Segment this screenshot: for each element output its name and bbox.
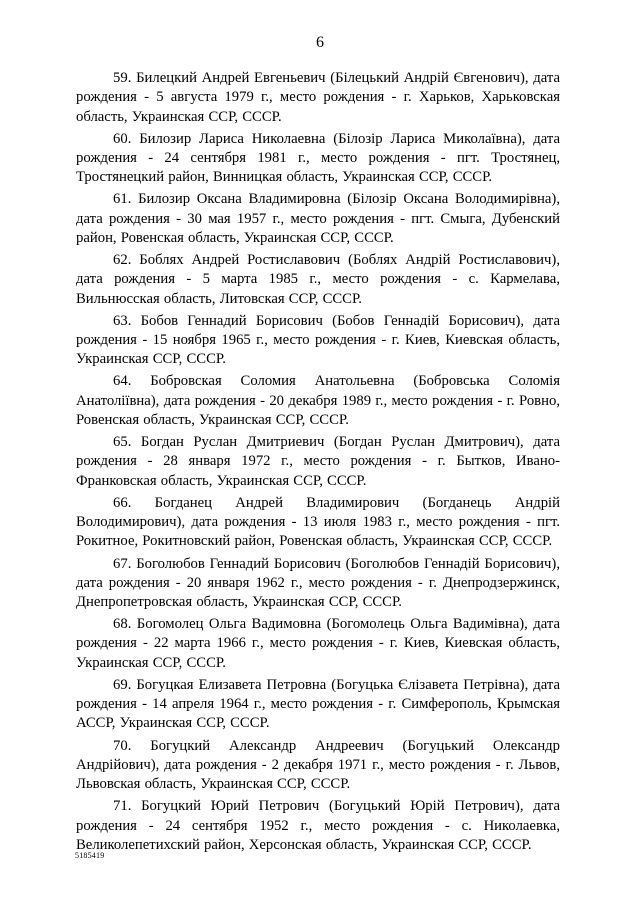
- list-item: 61. Билозир Оксана Владимировна (Білозір Оксана Володимирівна), дата рождения - 30 мая 1957 г., место рождения - пгт. Смыга, Дубенский район, Ровенская область, Украинская ССР, СССР.: [76, 191, 560, 246]
- list-item: 60. Билозир Лариса Николаевна (Білозір Лариса Миколаївна), дата рождения - 24 сентября 1981 г., место рождения - пгт. Тростянец, Тростянецкий район, Винницкая область, Украинская ССР, СССР.: [76, 130, 560, 186]
- list-item: 66. Богданец Андрей Владимирович (Богданець Андрій Володимирович), дата рождения - 13 июля 1983 г., место рождения - пгт. Рокитное, Рокитновский район, Ровенская область, Украинская ССР, СССР.: [76, 494, 560, 550]
- list-item: 65. Богдан Руслан Дмитриевич (Богдан Руслан Дмитрович), дата рождения - 28 января 1972 г., место рождения - г. Бытков, Ивано-Франковская область, Украинская ССР, СССР.: [76, 434, 560, 489]
- entry-list: [76, 69, 560, 858]
- list-item: 69. Богуцкая Елизавета Петровна (Богуцька Єлізавета Петрівна), дата рождения - 14 апреля 1964 г., место рождения - г. Симферополь, Крымская АССР, Украинская ССР, СССР.: [76, 676, 560, 732]
- list-item: 71. Богуцкий Юрий Петрович (Богуцький Юрій Петрович), дата рождения - 24 сентября 1952 г., место рождения - с. Николаевка, Великолепетихский район, Херсонская область, Украинская ССР, СССР.: [76, 798, 560, 853]
- list-item: 63. Бобов Геннадий Борисович (Бобов Геннадій Борисович), дата рождения - 15 ноября 1965 г., место рождения - г. Киев, Киевская область, Украинская ССР, СССР.: [76, 312, 560, 368]
- list-item: 68. Богомолец Ольга Вадимовна (Богомолець Ольга Вадимівна), дата рождения - 22 марта 1966 г., место рождения - г. Киев, Киевская область, Украинская ССР, СССР.: [76, 616, 560, 671]
- list-item: 67. Боголюбов Геннадий Борисович (Боголюбов Геннадій Борисович), дата рождения - 20 января 1962 г., место рождения - г. Днепродзержинск, Днепропетровская область, Украинская ССР, СССР.: [76, 555, 560, 611]
- list-item: 64. Бобровская Соломия Анатольевна (Бобровська Соломія Анатоліївна), дата рождения - 20 декабря 1989 г., место рождения - г. Ровно, Ровенская область, Украинская ССР, СССР.: [76, 373, 560, 429]
- page-number: 6: [316, 34, 324, 51]
- list-item: 70. Богуцкий Александр Андреевич (Богуцький Олександр Андрійович), дата рождения - 2 декабря 1971 г., место рождения - г. Львов, Львовская область, Украинская ССР, СССР.: [76, 737, 560, 793]
- list-item: 62. Боблях Андрей Ростиславович (Боблях Андрій Ростиславович), дата рождения - 5 марта 1985 г., место рождения - с. Кармелава, Вильнюсская область, Литовская ССР, СССР.: [76, 252, 560, 307]
- document-code: 5185419: [75, 851, 105, 860]
- list-item: 59. Билецкий Андрей Евгеньевич (Білецький Андрій Євгенович), дата рождения - 5 августа 1979 г., место рождения - г. Харьков, Харьковская область, Украинская ССР, СССР.: [76, 70, 560, 125]
